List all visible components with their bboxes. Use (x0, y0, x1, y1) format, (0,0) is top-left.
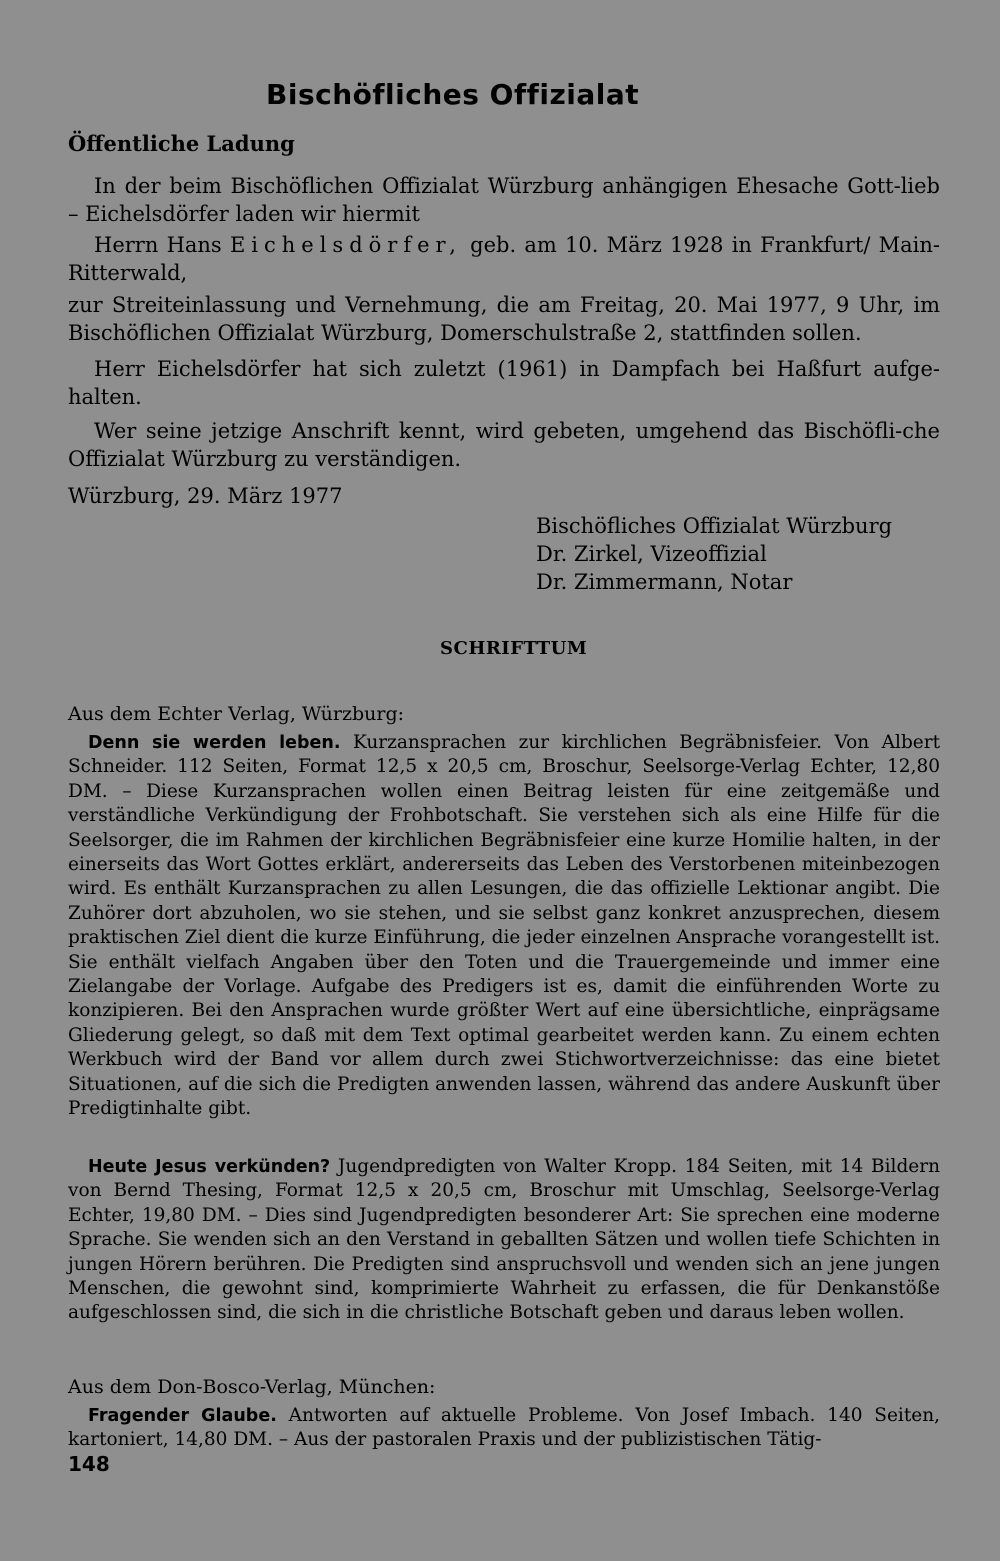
ladung-paragraph-3: zur Streiteinlassung und Vernehmung, die am Freitag, 20. Mai 1977, 9 Uhr, im Bischöflichen Offizialat Würzburg, Domerschulstraße 2, stattfinden sollen. (68, 293, 940, 345)
signature-line-2: Dr. Zirkel, Vizeoffizial (536, 542, 767, 566)
ladung-paragraph-5: Wer seine jetzige Anschrift kennt, wird gebeten, umgehend das Bischöfli-che Offizialat Würzburg zu verständigen. (68, 419, 940, 471)
page-title: Bischöfliches Offizialat (266, 78, 640, 111)
publisher-heading-1: Aus dem Echter Verlag, Würzburg: (68, 703, 405, 725)
ladung-p2-name: Eichelsdörfer, (229, 233, 462, 257)
ladung-p2-suffix: geb. am 10. März 1928 in Frankfurt/ Main-Ritterwald, (68, 233, 940, 285)
review-2-title: Heute Jesus verkünden? (88, 1157, 331, 1177)
signature-line-1: Bischöfliches Offizialat Würzburg (536, 514, 893, 538)
ladung-paragraph-2 (68, 231, 940, 287)
signature-line-3: Dr. Zimmermann, Notar (536, 570, 793, 594)
review-2 (68, 1155, 940, 1326)
review-1-text: Kurzansprachen zur kirchlichen Begräbnisfeier. Von Albert Schneider. 112 Seiten, Format 12,5 x 20,5 cm, Broschur, Seelsorge-Verlag Echter, 12,80 DM. – Diese Kurzansprachen wollen einen Beitrag leisten für eine zeitgemäße und verständliche Verkündigung der Frohbotschaft. Sie verstehen sich als eine Hilfe für die Seelsorger, die im Rahmen der kirchlichen Begräbnisfeier eine kurze Homilie halten, in der einerseits das Wort Gottes erklärt, andererseits das Leben des Verstorbenen miteinbezogen wird. Es enthält Kurzansprachen zu allen Lesungen, die das offizielle Lektionar angibt. Die Zuhörer dort abzuholen, wo sie stehen, und sie selbst ganz konkret anzusprechen, diesem praktischen Ziel dient die kurze Einführung, die jeder einzelnen Ansprache vorangestellt ist. Sie enthält vielfach Angaben über den Toten und die Trauergemeinde und immer eine Zielangabe der Vorlage. Aufgabe des Predigers ist es, damit die einführenden Worte zu konzipieren. Bei den Ansprachen wurde größter Wert auf eine übersichtliche, einprägsame Gliederung gelegt, so daß mit dem Text optimal gearbeitet werden kann. Zu einem echten Werkbuch wird der Band vor allem durch zwei Stichwortverzeichnisse: das eine bietet Situationen, auf die sich die Predigten anwenden lassen, während das andere Auskunft über Predigtinhalte gibt. (68, 732, 941, 1120)
page-number: 148 (68, 1452, 110, 1476)
ladung-date: Würzburg, 29. März 1977 (68, 484, 343, 508)
review-1-title: Denn sie werden leben. (88, 733, 341, 753)
ladung-paragraph-4: Herr Eichelsdörfer hat sich zuletzt (1961) in Dampfach bei Haßfurt aufge-halten. (68, 357, 940, 409)
review-2-text: Jugendpredigten von Walter Kropp. 184 Seiten, mit 14 Bildern von Bernd Thesing, Format 12,5 x 20,5 cm, Broschur mit Umschlag, Seelsorge-Verlag Echter, 19,80 DM. – Dies sind Jugendpredigten besonderer Art: Sie sprechen eine moderne Sprache. Sie wenden sich an den Verstand in geballten Sätzen und wollen tiefe Schichten in jungen Hörern berühren. Die Predigten sind anspruchsvoll und wenden sich an jene jungen Menschen, die gewohnt sind, komprimierte Wahrheit zu erfassen, die für Denkanstöße aufgeschlossen sind, die sich in die christliche Botschaft geben und daraus leben wollen. (68, 1156, 940, 1324)
schrifttum-heading: SCHRIFTTUM (440, 638, 588, 659)
publisher-heading-2: Aus dem Don-Bosco-Verlag, München: (68, 1376, 436, 1398)
review-3-text: Antworten auf aktuelle Probleme. Von Josef Imbach. 140 Seiten, kartoniert, 14,80 DM. – Aus der pastoralen Praxis und der publizistischen Tätig- (68, 1405, 941, 1451)
review-1 (68, 731, 940, 1122)
section-heading: Öffentliche Ladung (68, 131, 295, 156)
review-3 (68, 1404, 940, 1453)
ladung-p2-prefix: Herrn Hans (94, 233, 230, 257)
ladung-paragraph-1: In der beim Bischöflichen Offizialat Würzburg anhängigen Ehesache Gott-lieb – Eichelsdörfer laden wir hiermit (68, 174, 940, 226)
review-3-title: Fragender Glaube. (88, 1406, 277, 1426)
